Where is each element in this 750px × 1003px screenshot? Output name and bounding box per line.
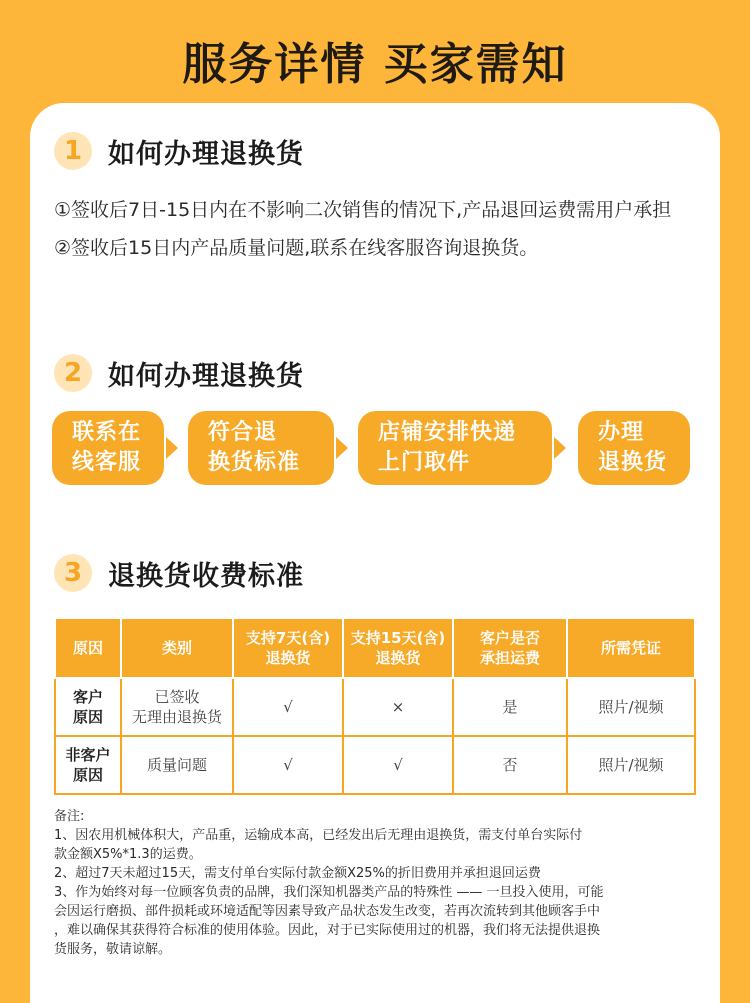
section-3-header xyxy=(54,551,304,595)
table-header-cell: 支持7天(含) 退换货 xyxy=(233,618,343,678)
table-cell-7day: √ xyxy=(233,736,343,794)
table-cell-category: 已签收 无理由退换货 xyxy=(121,678,233,736)
section-title: 如何办理退换货 xyxy=(108,360,304,392)
remarks-line: 1、因农用机械体积大，产品重，运输成本高，已经发出后无理由退换货，需支付单台实际付 xyxy=(54,828,583,843)
process-flow xyxy=(52,411,702,491)
table-header-cell: 客户是否 承担运费 xyxy=(453,618,567,678)
table-cell-category: 质量问题 xyxy=(121,736,233,794)
rule-line-1: ①签收后7日-15日内在不影响二次销售的情况下,产品退回运费需用户承担 xyxy=(54,199,672,221)
table-cell-reason: 客户 原因 xyxy=(55,678,121,736)
table-row xyxy=(55,736,695,794)
remarks-line: 会因运行磨损、部件损耗或环境适配等因素导致产品状态发生改变，若再次流转到其他顾客手中 xyxy=(54,904,601,919)
section-1-header xyxy=(54,129,304,173)
remarks-title: 备注: xyxy=(54,809,85,824)
table-cell-15day: √ xyxy=(343,736,453,794)
section-number-badge: 1 xyxy=(54,132,92,170)
flow-step-contact-service: 联系在 线客服 xyxy=(52,411,164,485)
table-header-cell: 原因 xyxy=(55,618,121,678)
table-row xyxy=(55,678,695,736)
remarks-line: ，难以确保其获得符合标准的使用体验。因此，对于已实际使用过的机器，我们将无法提供退换 xyxy=(54,923,601,938)
section-number-badge: 2 xyxy=(54,354,92,392)
section-title: 退换货收费标准 xyxy=(108,560,304,592)
table-header-cell: 所需凭证 xyxy=(567,618,695,678)
flow-arrow-icon xyxy=(554,437,566,459)
flow-step-process-return: 办理 退换货 xyxy=(578,411,690,485)
table-header-cell: 类别 xyxy=(121,618,233,678)
remarks-line: 货服务，敬请谅解。 xyxy=(54,942,172,957)
table-cell-proof: 照片/视频 xyxy=(567,678,695,736)
table-cell-freight: 否 xyxy=(453,736,567,794)
table-header-cell: 支持15天(含) 退换货 xyxy=(343,618,453,678)
page-title: 服务详情 买家需知 xyxy=(182,39,568,90)
section-number-badge: 3 xyxy=(54,554,92,592)
table-cell-7day: √ xyxy=(233,678,343,736)
rule-line-2: ②签收后15日内产品质量问题,联系在线客服咨询退换货。 xyxy=(54,237,539,259)
table-cell-reason: 非客户 原因 xyxy=(55,736,121,794)
table-cell-15day: × xyxy=(343,678,453,736)
remarks-block xyxy=(54,807,704,959)
remarks-line: 2、超过7天未超过15天，需支付单台实际付款金额X25%的折旧费用并承担退回运费 xyxy=(54,866,541,881)
table-header-row xyxy=(55,618,695,678)
flow-arrow-icon xyxy=(166,437,178,459)
flow-step-meet-standard: 符合退 换货标准 xyxy=(188,411,334,485)
content-card xyxy=(30,103,720,1003)
section-title: 如何办理退换货 xyxy=(108,138,304,170)
table-cell-freight: 是 xyxy=(453,678,567,736)
remarks-line: 3、作为始终对每一位顾客负责的品牌，我们深知机器类产品的特殊性 —— 一旦投入使用，可能 xyxy=(54,885,604,900)
section-2-header xyxy=(54,351,304,395)
flow-arrow-icon xyxy=(336,437,348,459)
section-1-text xyxy=(54,191,704,267)
fee-standard-table xyxy=(54,617,696,795)
table-cell-proof: 照片/视频 xyxy=(567,736,695,794)
remarks-line: 款金额X5%*1.3的运费。 xyxy=(54,847,202,862)
flow-step-courier-pickup: 店铺安排快递 上门取件 xyxy=(358,411,552,485)
